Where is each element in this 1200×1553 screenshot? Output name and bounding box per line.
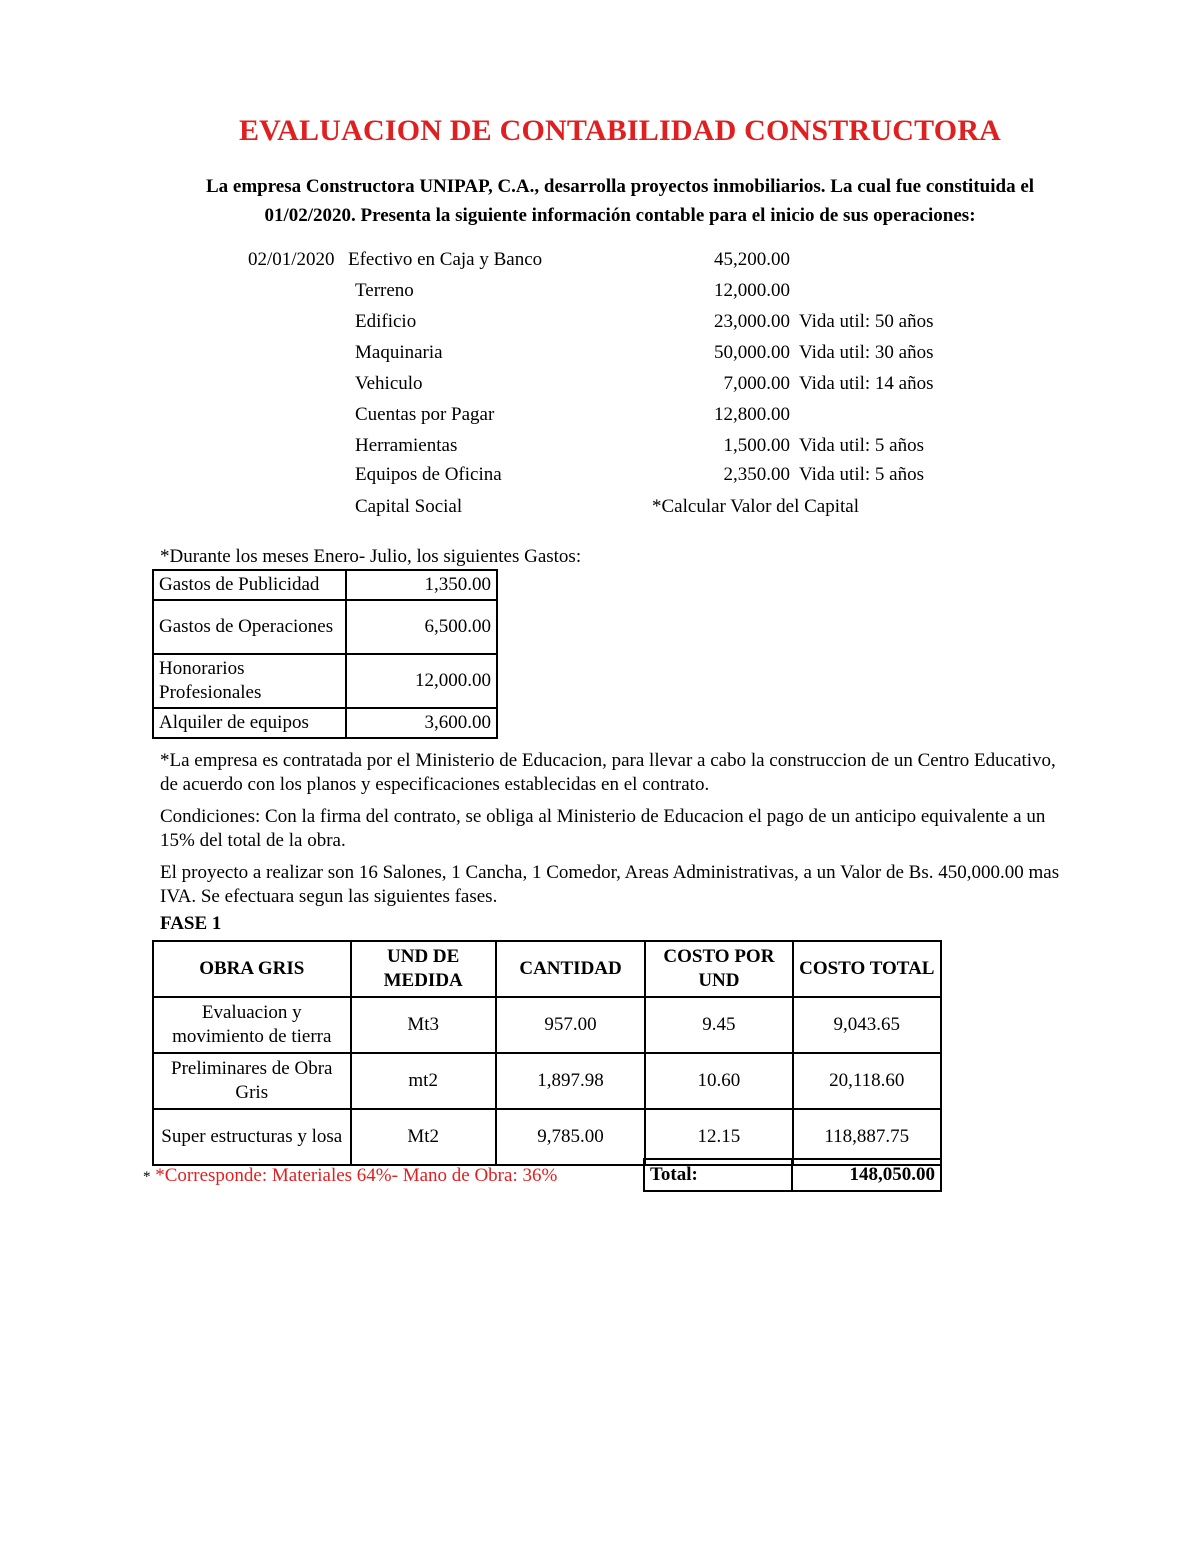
gastos-label: Gastos de Operaciones <box>153 600 346 654</box>
gastos-table <box>152 569 498 739</box>
ledger-account: Edificio <box>355 311 417 332</box>
gastos-label: Honorarios Profesionales <box>153 654 346 708</box>
table-cell: Preliminares de Obra Gris <box>153 1053 351 1109</box>
contract-paragraph: *La empresa es contratada por el Ministerio de Educacion, para llevar a cabo la construccion de un Centro Educativo, de acuerdo con los planos y especificaciones establecidas en el contrato. <box>160 750 1056 795</box>
table-cell: 9,043.65 <box>793 997 941 1053</box>
ledger-note: Vida util: 5 años <box>799 435 924 456</box>
table-row <box>153 708 497 738</box>
table-row <box>153 570 497 600</box>
ledger-account: Herramientas <box>355 435 458 456</box>
fase-label: FASE 1 <box>160 913 222 934</box>
ledger-account: Cuentas por Pagar <box>355 404 495 425</box>
table-cell: 12.15 <box>645 1109 792 1165</box>
gastos-value: 1,350.00 <box>346 570 497 600</box>
note-star: * <box>143 1169 151 1185</box>
ledger-amount: 45,200.00 <box>714 249 790 270</box>
intro-paragraph: La empresa Constructora UNIPAP, C.A., desarrolla proyectos inmobiliarios. La cual fue constituida el 01/02/2020. Presenta la siguiente información contable para el inicio de sus operaciones: <box>205 176 1035 226</box>
materials-note <box>143 1164 557 1188</box>
table-cell: 10.60 <box>645 1053 792 1109</box>
table-row <box>153 600 497 654</box>
conditions-paragraph: Condiciones: Con la firma del contrato, se obliga al Ministerio de Educacion el pago de un anticipo equivalente a un 15% del total de la obra. <box>160 806 1046 851</box>
project-paragraph: El proyecto a realizar son 16 Salones, 1 Cancha, 1 Comedor, Areas Administrativas, a un Valor de Bs. 450,000.00 mas IVA. Se efectuara segun las siguientes fases. <box>160 862 1060 907</box>
table-row <box>153 997 941 1053</box>
table-cell: 957.00 <box>496 997 645 1053</box>
table-cell: Evaluacion y movimiento de tierra <box>153 997 351 1053</box>
ledger-amount: 12,800.00 <box>714 404 790 425</box>
table-cell: mt2 <box>351 1053 496 1109</box>
fase-table <box>152 940 942 1166</box>
column-header: CANTIDAD <box>496 941 645 997</box>
gastos-intro: *Durante los meses Enero- Julio, los siguientes Gastos: <box>160 546 582 567</box>
ledger-amount: 23,000.00 <box>714 311 790 332</box>
ledger-date: 02/01/2020 <box>248 249 335 270</box>
ledger-note: *Calcular Valor del Capital <box>652 496 860 517</box>
table-cell: 9,785.00 <box>496 1109 645 1165</box>
ledger-account: Maquinaria <box>355 342 443 363</box>
gastos-label: Alquiler de equipos <box>153 708 346 738</box>
table-header-row <box>153 941 941 997</box>
column-header: OBRA GRIS <box>153 941 351 997</box>
ledger-account: Capital Social <box>355 496 463 517</box>
ledger-note: Vida util: 50 años <box>799 311 934 332</box>
table-cell: 118,887.75 <box>793 1109 941 1165</box>
ledger-amount: 1,500.00 <box>723 435 790 456</box>
ledger-account: Vehiculo <box>355 373 423 394</box>
gastos-label: Gastos de Publicidad <box>153 570 346 600</box>
total-table <box>643 1158 942 1192</box>
gastos-value: 12,000.00 <box>346 654 497 708</box>
ledger-amount: 50,000.00 <box>714 342 790 363</box>
table-row <box>153 1109 941 1165</box>
table-cell: 9.45 <box>645 997 792 1053</box>
table-cell: Mt3 <box>351 997 496 1053</box>
table-row <box>153 654 497 708</box>
table-cell: Super estructuras y losa <box>153 1109 351 1165</box>
ledger-amount: 2,350.00 <box>723 464 790 485</box>
ledger-account: Equipos de Oficina <box>355 464 502 485</box>
note-text: *Corresponde: Materiales 64%- Mano de Obra: 36% <box>155 1165 558 1186</box>
table-row <box>153 1053 941 1109</box>
column-header: UND DE MEDIDA <box>351 941 496 997</box>
table-cell: 20,118.60 <box>793 1053 941 1109</box>
table-row <box>644 1159 941 1191</box>
ledger-note: Vida util: 30 años <box>799 342 934 363</box>
ledger-account: Terreno <box>355 280 414 301</box>
total-label: Total: <box>644 1159 792 1191</box>
ledger-account: Efectivo en Caja y Banco <box>348 249 543 270</box>
gastos-value: 3,600.00 <box>346 708 497 738</box>
table-cell: 1,897.98 <box>496 1053 645 1109</box>
page-title: EVALUACION DE CONTABILIDAD CONSTRUCTORA <box>238 114 1002 147</box>
gastos-value: 6,500.00 <box>346 600 497 654</box>
column-header: COSTO POR UND <box>645 941 792 997</box>
ledger-note: Vida util: 5 años <box>799 464 924 485</box>
ledger-amount: 12,000.00 <box>714 280 790 301</box>
column-header: COSTO TOTAL <box>793 941 941 997</box>
table-cell: Mt2 <box>351 1109 496 1165</box>
ledger-note: Vida util: 14 años <box>799 373 934 394</box>
ledger-amount: 7,000.00 <box>723 373 790 394</box>
total-value: 148,050.00 <box>792 1159 941 1191</box>
